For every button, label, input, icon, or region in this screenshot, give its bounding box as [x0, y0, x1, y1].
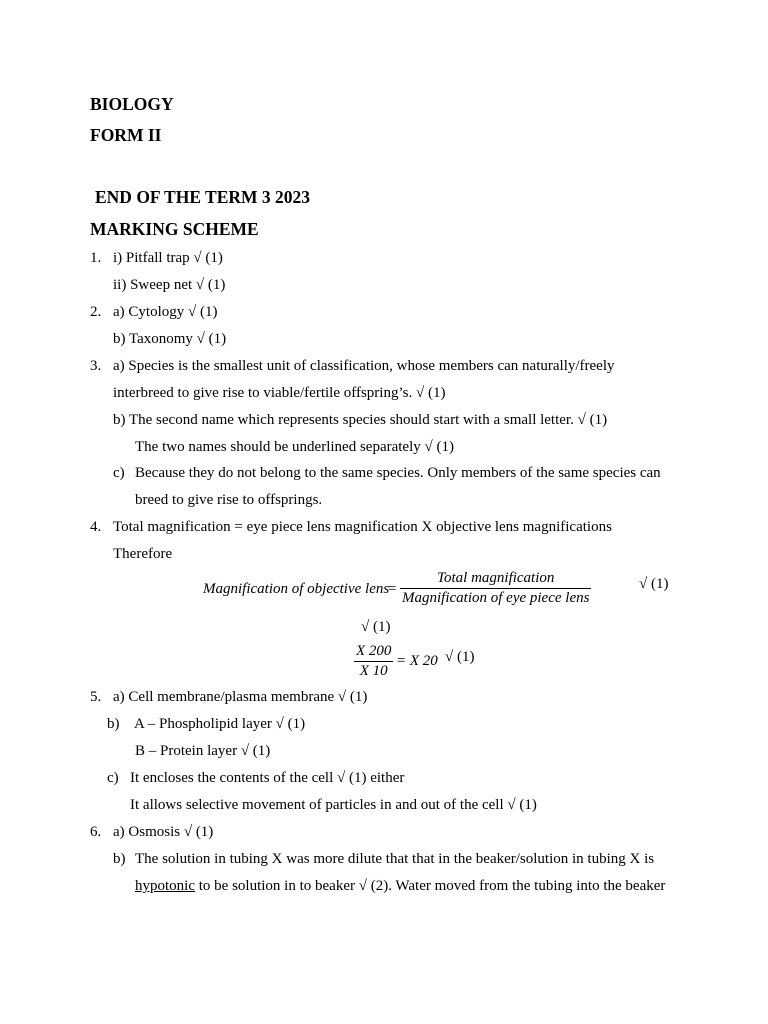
mark-tick: √ (1) [639, 576, 669, 592]
question-number: 5. [90, 689, 102, 705]
subject-title: BIOLOGY [90, 94, 174, 114]
equation-lhs: Magnification of objective lens [203, 581, 390, 597]
q4-therefore: Therefore [113, 546, 173, 562]
equation-equals: = [387, 581, 398, 597]
q6-answer-b-line2 [135, 877, 665, 895]
q2-answer-a: a) Cytology √ (1) [113, 304, 218, 320]
question-number: 2. [90, 304, 102, 320]
question-number: 6. [90, 824, 102, 840]
calc-result: = X 20 [396, 653, 438, 669]
mark-tick: √ (1) [445, 649, 475, 665]
q3-answer-a-line2: interbreed to give rise to viable/fertile offspring’s. √ (1) [113, 385, 446, 401]
fraction-denominator: Magnification of eye piece lens [402, 590, 590, 606]
underlined-term: hypotonic [135, 878, 195, 894]
q1-answer-ii: ii) Sweep net √ (1) [113, 277, 226, 293]
q3-answer-c-line1: Because they do not belong to the same species. Only members of the same species can [135, 465, 661, 481]
calc-denominator: X 10 [354, 661, 393, 680]
q1-answer-i: i) Pitfall trap √ (1) [113, 250, 223, 266]
question-number: 3. [90, 358, 102, 374]
scheme-title: MARKING SCHEME [90, 219, 259, 239]
q6-answer-b-line1: The solution in tubing X was more dilute that that in the beaker/solution in tubing X is [135, 851, 655, 867]
q6-answer-a: a) Osmosis √ (1) [113, 824, 214, 840]
exam-title: END OF THE TERM 3 2023 [95, 187, 311, 207]
q3-answer-b-line1: b) The second name which represents species should start with a small letter. √ (1) [113, 412, 608, 428]
question-number: 4. [90, 519, 102, 535]
q6-answer-b-line2-rest: to be solution in to beaker √ (2). Water moved from the tubing into the beaker [195, 878, 666, 894]
q3-answer-c-line2: breed to give rise to offsprings. [135, 492, 323, 508]
sub-label: b) [113, 851, 126, 867]
sub-label: b) [107, 716, 120, 732]
q5-answer-a: a) Cell membrane/plasma membrane √ (1) [113, 689, 368, 705]
sub-label: c) [113, 465, 125, 481]
question-number: 1. [90, 250, 102, 266]
mark-tick: √ (1) [361, 619, 391, 635]
calc-fraction [354, 643, 393, 680]
equation-fraction [400, 570, 591, 607]
fraction-numerator: Total magnification [437, 570, 555, 586]
q5-answer-c-line2: It allows selective movement of particles in and out of the cell √ (1) [130, 797, 537, 813]
form-title: FORM II [90, 125, 162, 145]
sub-label: c) [107, 770, 119, 786]
q5-answer-c-line1: It encloses the contents of the cell √ (1) either [130, 770, 405, 786]
q5-answer-b-line2: B – Protein layer √ (1) [135, 743, 271, 759]
q3-answer-b-line2: The two names should be underlined separately √ (1) [135, 439, 454, 455]
q3-answer-a-line1: a) Species is the smallest unit of classification, whose members can naturally/freely [113, 358, 615, 374]
q2-answer-b: b) Taxonomy √ (1) [113, 331, 227, 347]
q5-answer-b-line1: A – Phospholipid layer √ (1) [134, 716, 306, 732]
calc-numerator: X 200 [356, 643, 392, 659]
q4-formula-text: Total magnification = eye piece lens magnification X objective lens magnifications [113, 519, 612, 535]
